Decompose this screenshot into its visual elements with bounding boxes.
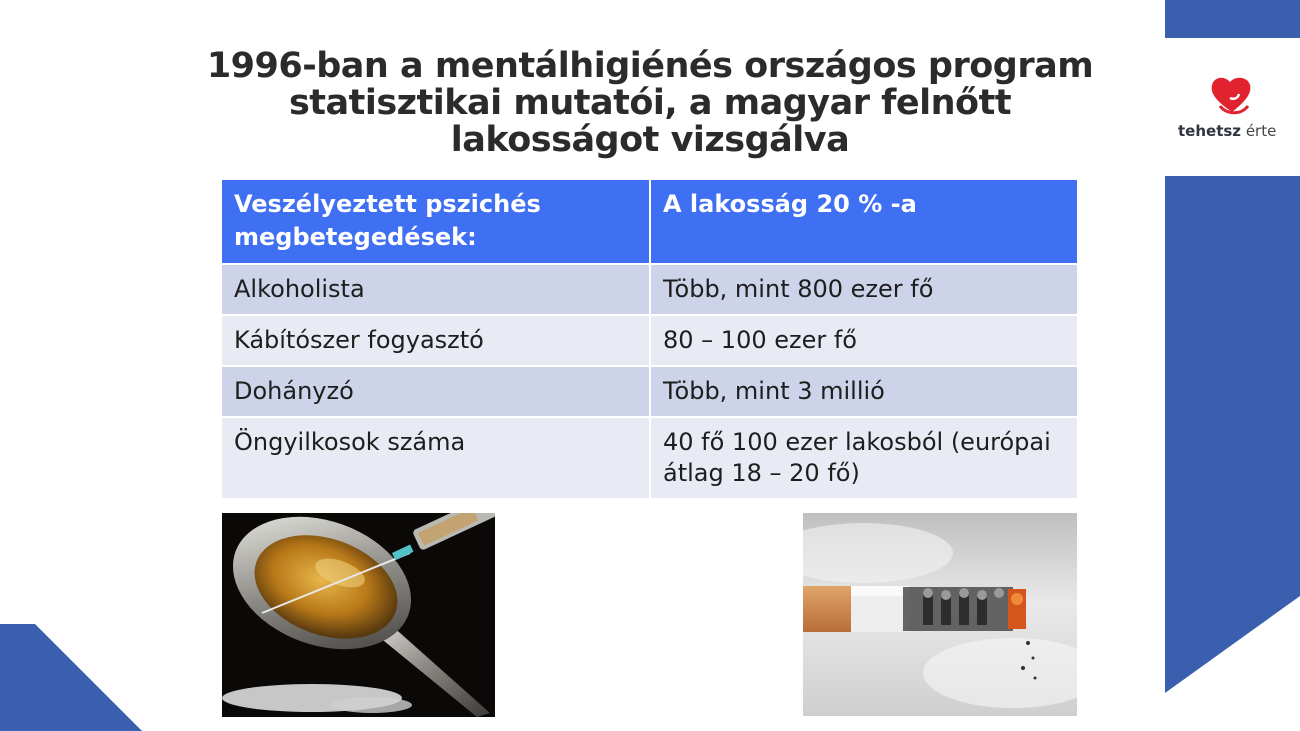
side-accent-band: [1165, 176, 1300, 731]
table-header-cell: Veszélyeztett pszichés megbetegedések:: [222, 180, 651, 265]
table-row: [222, 418, 1077, 500]
table-cell: Öngyilkosok száma: [222, 418, 651, 500]
table-cell: Több, mint 800 ezer fő: [651, 265, 1077, 316]
corner-accent-top-right: [1165, 0, 1300, 38]
burning-cigarette-photo: [803, 513, 1077, 716]
table-row: [222, 367, 1077, 418]
table-row: [222, 316, 1077, 367]
table-cell: Kábítószer fogyasztó: [222, 316, 651, 367]
table-cell: Dohányzó: [222, 367, 651, 418]
table-row: [222, 265, 1077, 316]
statistics-table: [222, 180, 1077, 500]
table-cell: Több, mint 3 millió: [651, 367, 1077, 418]
logo-wordmark: tehetsz érte: [1178, 122, 1277, 140]
slide-title: 1996-ban a mentálhigiénés országos program statisztikai mutatói, a magyar felnőtt lakosságot vizsgálva: [206, 46, 1094, 160]
table-cell: Alkoholista: [222, 265, 651, 316]
table-cell: 80 – 100 ezer fő: [651, 316, 1077, 367]
table-header-cell: A lakosság 20 % -a: [651, 180, 1077, 265]
brand-logo: [1172, 72, 1292, 142]
table-cell: 40 fő 100 ezer lakosból (európai átlag 18 – 20 fő): [651, 418, 1077, 500]
corner-accent-bottom-left: [0, 624, 150, 731]
spoon-with-syringe-photo: [222, 513, 495, 717]
table-header-row: [222, 180, 1077, 265]
heart-icon: [1206, 72, 1258, 120]
